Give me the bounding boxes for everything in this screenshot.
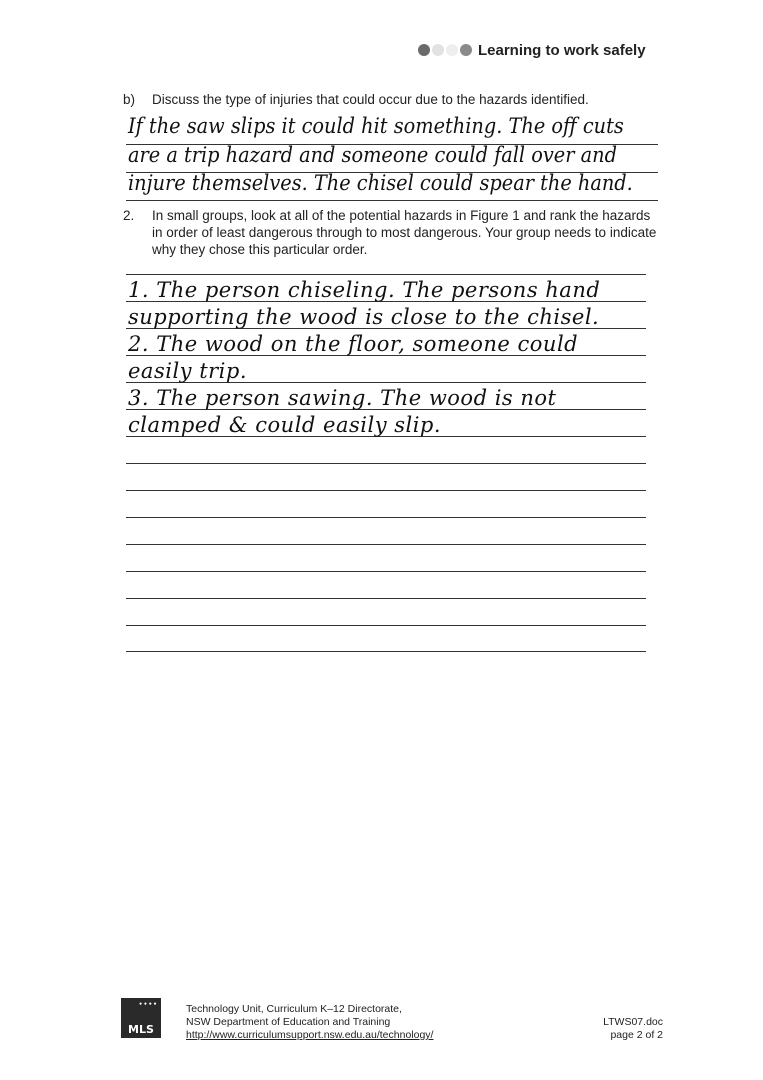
answer-rule — [126, 544, 646, 545]
handwritten-answer-2-line: 3. The person sawing. The wood is not — [128, 386, 557, 410]
decorative-dot-icon — [418, 44, 430, 56]
footer-doc-info — [603, 1016, 663, 1042]
decorative-dot-icon — [432, 44, 444, 56]
decorative-dot-icon — [460, 44, 472, 56]
answer-rule — [126, 651, 646, 652]
handwritten-answer-2-line: 2. The wood on the floor, someone could — [128, 332, 579, 356]
curriculum-support-logo — [121, 998, 161, 1038]
footer-page-number: page 2 of 2 — [610, 1029, 663, 1041]
footer-url-link[interactable]: http://www.curriculumsupport.nsw.edu.au/technology/ — [186, 1029, 434, 1041]
footer-org-line1: Technology Unit, Curriculum K–12 Directorate, — [186, 1003, 402, 1015]
question-2 — [123, 207, 663, 258]
header-title: Learning to work safely — [478, 41, 646, 59]
handwritten-answer-2-line: easily trip. — [128, 359, 248, 383]
decorative-dot-icon — [446, 44, 458, 56]
answer-rule — [126, 598, 646, 599]
handwritten-answer-b-line: injure themselves. The chisel could spear the hand. — [128, 171, 633, 195]
handwritten-answer-b-line: If the saw slips it could hit something. The off cuts — [128, 114, 624, 138]
answer-rule — [126, 571, 646, 572]
answer-rule — [126, 200, 658, 201]
logo-text: MLS — [128, 1023, 154, 1036]
answer-rule — [126, 517, 646, 518]
page-header — [418, 38, 646, 62]
question-2-label: 2. — [123, 208, 135, 223]
handwritten-answer-2-line: clamped & could easily slip. — [128, 413, 442, 437]
handwritten-answer-2-line: 1. The person chiseling. The persons hand — [128, 278, 601, 302]
footer-doc-code: LTWS07.doc — [603, 1016, 663, 1028]
footer-organisation — [186, 1003, 433, 1042]
answer-rule — [126, 274, 646, 275]
question-2-text: In small groups, look at all of the potential hazards in Figure 1 and rank the hazards in order of least dangerous through to most dangerous. Your group needs to indicate why they chose this particular order. — [152, 208, 657, 257]
question-b-label: b) — [123, 92, 136, 107]
handwritten-answer-b-line: are a trip hazard and someone could fall over and — [128, 143, 617, 167]
handwritten-answer-2-line: supporting the wood is close to the chisel. — [128, 305, 600, 329]
answer-rule — [126, 463, 646, 464]
answer-rule — [126, 625, 646, 626]
answer-rule — [126, 490, 646, 491]
logo-dots-icon: •••• — [138, 1001, 158, 1008]
footer-org-line2: NSW Department of Education and Training — [186, 1016, 391, 1028]
question-b — [123, 91, 663, 108]
question-b-text: Discuss the type of injuries that could occur due to the hazards identified. — [152, 92, 589, 107]
